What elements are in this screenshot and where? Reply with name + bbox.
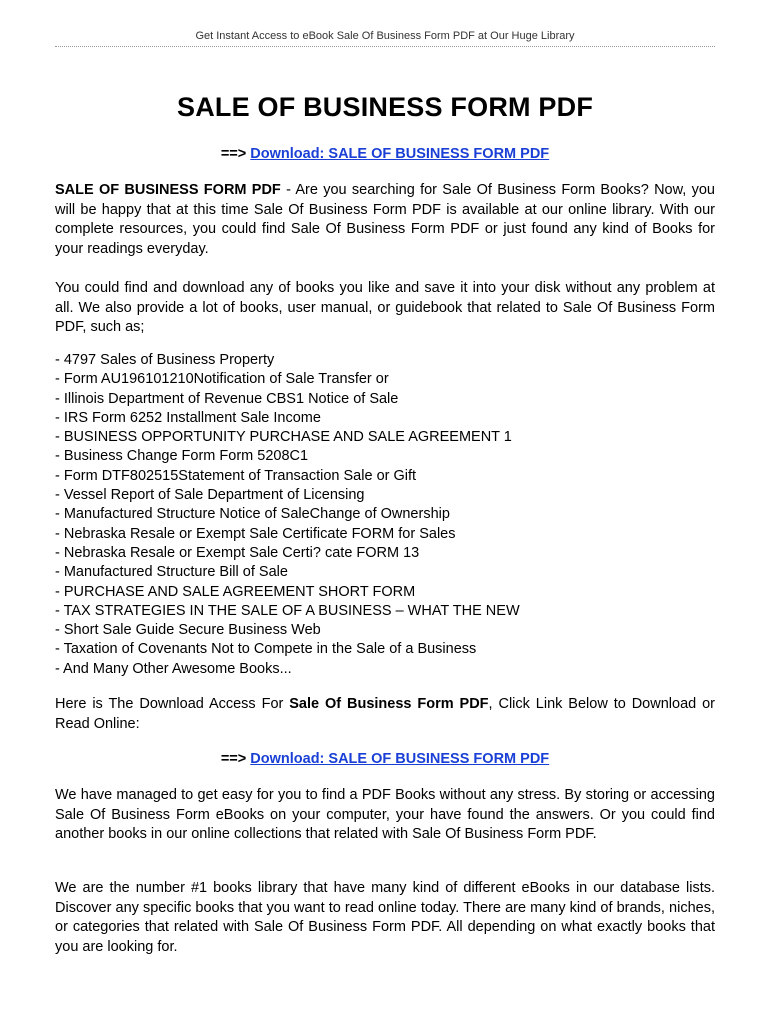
- download-row-top: [0, 146, 770, 162]
- download-link-bottom[interactable]: Download: SALE OF BUSINESS FORM PDF: [250, 751, 550, 767]
- paragraph-4-section: [55, 786, 715, 845]
- list-item: - TAX STRATEGIES IN THE SALE OF A BUSINESS – WHAT THE NEW: [55, 602, 520, 619]
- list-item: - Nebraska Resale or Exempt Sale Certificate FORM for Sales: [55, 525, 456, 542]
- list-item: - Illinois Department of Revenue CBS1 Notice of Sale: [55, 390, 399, 407]
- list-item: - Business Change Form Form 5208C1: [55, 448, 309, 465]
- list-item: - Short Sale Guide Secure Business Web: [55, 622, 321, 639]
- paragraph-4: We have managed to get easy for you to find a PDF Books without any stress. By storing or accessing Sale Of Business Form eBooks on your computer, your have found the answers. Or you could find another books in our online collections that related with Sale Of Business Form PDF.: [55, 787, 715, 842]
- page-header: Get Instant Access to eBook Sale Of Business Form PDF at Our Huge Library: [195, 30, 575, 42]
- download-arrow: ==>: [220, 751, 247, 767]
- list-item: - 4797 Sales of Business Property: [55, 352, 275, 368]
- book-list: [55, 351, 715, 679]
- access-bold-text: Sale Of Business Form PDF: [289, 696, 489, 712]
- intro-paragraph: [55, 181, 715, 259]
- access-pre-text: Here is The Download Access For: [55, 696, 290, 712]
- download-arrow: ==>: [220, 146, 247, 162]
- paragraph-2-section: [55, 279, 715, 338]
- access-post-text: , Click Link Below to Download or Read Online:: [55, 696, 715, 732]
- intro-text: - Are you searching for Sale Of Business Form Books? Now, you will be happy that at this time Sale Of Business Form PDF is available at our online library. With our complete resources, you could find Sale Of Business Form PDF or just found any kind of Books for your readings everyday.: [55, 182, 715, 257]
- paragraph-5-section: [55, 879, 715, 957]
- list-item: - Manufactured Structure Bill of Sale: [55, 564, 288, 581]
- list-item: - Vessel Report of Sale Department of Licensing: [55, 487, 365, 504]
- header-divider: [55, 46, 715, 47]
- list-item: - BUSINESS OPPORTUNITY PURCHASE AND SALE AGREEMENT 1: [55, 429, 512, 446]
- book-list-section: [55, 351, 715, 679]
- paragraph-5: We are the number #1 books library that have many kind of different eBooks in our database lists. Discover any specific books that you want to read online today. There are many kind of brands, niches, or categories that related with Sale Of Business Form PDF. All depending on what exactly books that you are looking for.: [55, 880, 715, 955]
- list-item: - Form AU196101210Notification of Sale Transfer or: [55, 371, 389, 388]
- access-section: [55, 695, 715, 734]
- list-item: - Form DTF802515Statement of Transaction Sale or Gift: [55, 467, 417, 484]
- intro-bold-lead: SALE OF BUSINESS FORM PDF: [55, 182, 281, 198]
- download-row-bottom: [0, 751, 770, 767]
- list-item: - PURCHASE AND SALE AGREEMENT SHORT FORM: [55, 583, 416, 600]
- access-paragraph: [55, 695, 715, 734]
- list-item: - Taxation of Covenants Not to Compete in the Sale of a Business: [55, 641, 477, 658]
- list-item: - And Many Other Awesome Books...: [55, 660, 292, 677]
- intro-section: [55, 181, 715, 259]
- list-item: - IRS Form 6252 Installment Sale Income: [55, 409, 321, 426]
- list-item: - Manufactured Structure Notice of SaleChange of Ownership: [55, 506, 450, 523]
- download-link-top[interactable]: Download: SALE OF BUSINESS FORM PDF: [250, 146, 550, 162]
- paragraph-2: You could find and download any of books you like and save it into your disk without any problem at all. We also provide a lot of books, user manual, or guidebook that related to Sale Of Business Form PDF, such as;: [55, 280, 715, 335]
- list-item: - Nebraska Resale or Exempt Sale Certi? cate FORM 13: [55, 544, 420, 561]
- page-title: SALE OF BUSINESS FORM PDF: [176, 92, 594, 122]
